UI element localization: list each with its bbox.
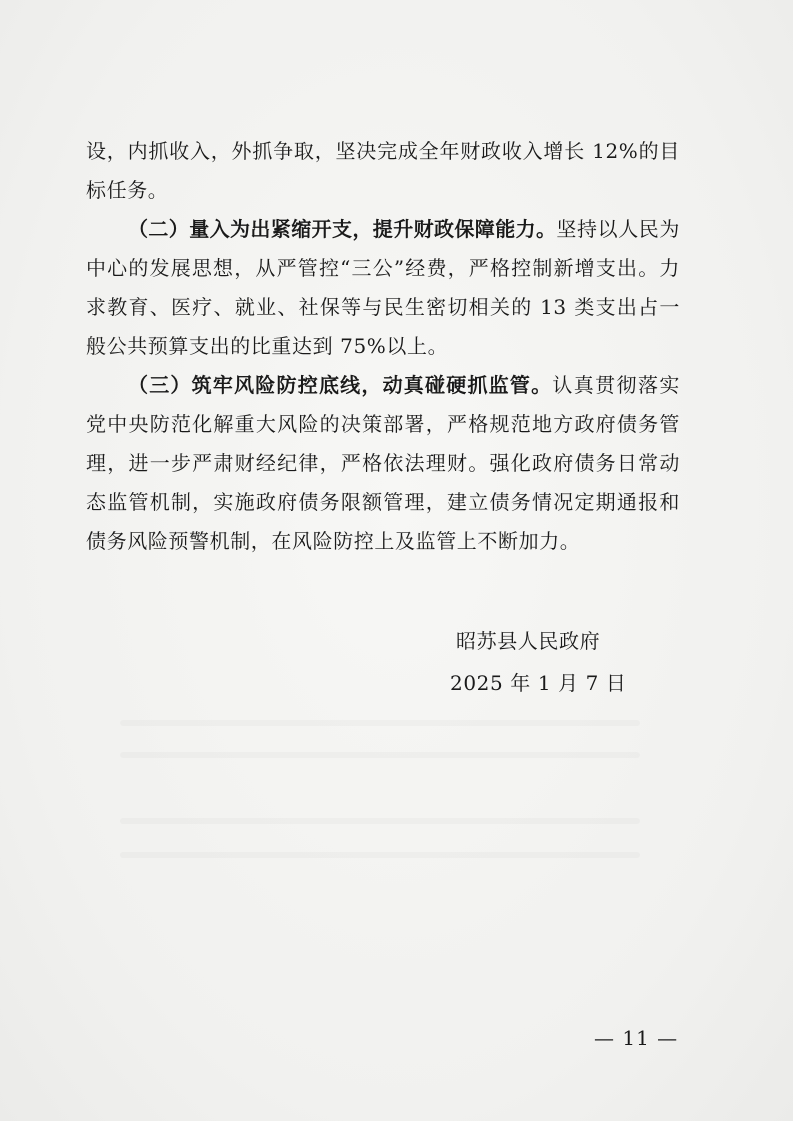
section-2-heading: （二）量入为出紧缩开支，提升财政保障能力。	[128, 217, 557, 241]
bleed-through-line	[120, 852, 640, 858]
bleed-through-line	[120, 752, 640, 758]
section-3-body: 认真贯彻落实党中央防范化解重大风险的决策部署，严格规范地方政府债务管理，进一步严肃财经纪律，严格依法理财。强化政府债务日常动态监管机制，实施政府债务限额管理，建立债务情况定期通报和债务风险预警机制，在风险防控上及监管上不断加力。	[86, 373, 680, 553]
continuation-paragraph: 设，内抓收入，外抓争取，坚决完成全年财政收入增长 12%的目标任务。	[86, 139, 680, 202]
signature-block	[450, 620, 627, 704]
issuing-organization: 昭苏县人民政府	[456, 629, 601, 653]
bleed-through-line	[120, 818, 640, 824]
section-3-paragraph	[86, 366, 680, 561]
issue-date: 2025 年 1 月 7 日	[450, 671, 627, 695]
document-body	[86, 132, 680, 561]
page-number: — 11 —	[594, 1026, 679, 1050]
section-3-heading: （三）筑牢风险防控底线，动真碰硬抓监管。	[128, 373, 553, 397]
section-2-paragraph	[86, 210, 680, 366]
bleed-through-line	[120, 720, 640, 726]
section-2-body: 坚持以人民为中心的发展思想，从严管控“三公”经费，严格控制新增支出。力求教育、医疗、就业、社保等与民生密切相关的 13 类支出占一般公共预算支出的比重达到 75%以上。	[86, 217, 681, 358]
